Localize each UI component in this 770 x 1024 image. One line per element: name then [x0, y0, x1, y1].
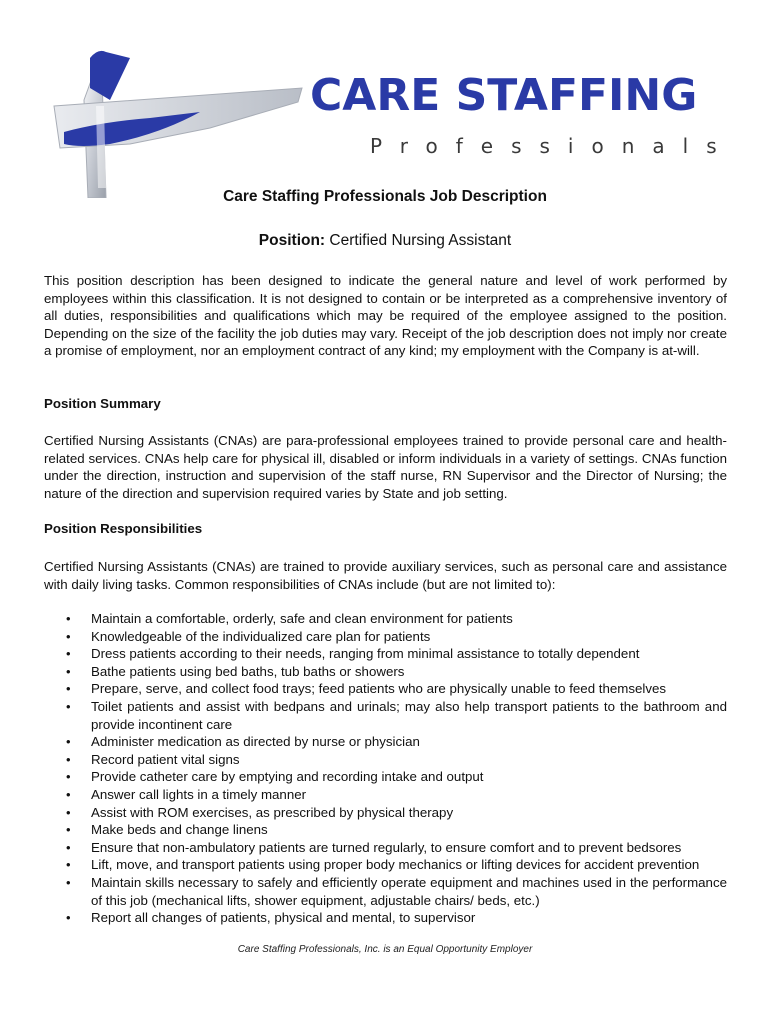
- position-value: Certified Nursing Assistant: [329, 232, 512, 249]
- bullet-icon: •: [66, 786, 71, 802]
- list-item: [44, 680, 727, 698]
- list-item: [44, 698, 727, 733]
- summary-paragraph: Certified Nursing Assistants (CNAs) are para-professional employees trained to provide personal care and health-related services. CNAs help care for physical ill, disabled or inform individuals in a variety of settings. CNAs function under the direction, instruction and supervision of the staff nurse, RN Supervisor and the Director of Nursing; the nature of the direction and supervision required varies by State and job setting.: [44, 433, 727, 501]
- list-item: [44, 733, 727, 751]
- bullet-icon: •: [66, 646, 71, 662]
- list-item-text: Administer medication as directed by nurse or physician: [91, 734, 420, 750]
- list-item: [44, 628, 727, 646]
- list-item: [44, 663, 727, 681]
- position-label: Position:: [258, 232, 326, 249]
- list-item: [44, 751, 727, 769]
- list-item: [44, 768, 727, 786]
- list-item-text: Make beds and change linens: [91, 822, 268, 838]
- bullet-icon: •: [66, 698, 71, 714]
- list-item: [44, 839, 727, 857]
- list-item-text: Assist with ROM exercises, as prescribed by physical therapy: [91, 804, 454, 820]
- bullet-icon: •: [66, 804, 71, 820]
- list-item: [44, 874, 727, 909]
- list-item-text: Toilet patients and assist with bedpans and urinals; may also help transport patients to the bathroom and provide incontinent care: [91, 698, 727, 732]
- summary-heading: Position Summary: [44, 396, 161, 411]
- list-item-text: Report all changes of patients, physical and mental, to supervisor: [91, 910, 476, 926]
- bullet-icon: •: [66, 751, 71, 767]
- position-line: [0, 232, 770, 250]
- list-item-text: Maintain a comfortable, orderly, safe and clean environment for patients: [91, 611, 513, 626]
- list-item-text: Dress patients according to their needs, ranging from minimal assistance to totally dependent: [91, 646, 640, 662]
- bullet-icon: •: [66, 663, 71, 679]
- brand-name: CARE STAFFING: [310, 70, 698, 121]
- responsibilities-list: [44, 610, 727, 927]
- list-item-text: Bathe patients using bed baths, tub baths or showers: [91, 663, 405, 679]
- bullet-icon: •: [66, 857, 71, 873]
- document-title: Care Staffing Professionals Job Description: [223, 188, 547, 205]
- list-item-text: Record patient vital signs: [91, 751, 240, 767]
- list-item: [44, 645, 727, 663]
- bullet-icon: •: [66, 874, 71, 890]
- list-item-text: Ensure that non-ambulatory patients are turned regularly, to ensure comfort and to prevent bedsores: [91, 839, 682, 855]
- list-item-text: Prepare, serve, and collect food trays; feed patients who are physically unable to feed themselves: [91, 681, 667, 697]
- bullet-icon: •: [66, 734, 71, 750]
- list-item: [44, 804, 727, 822]
- list-item-text: Lift, move, and transport patients using proper body mechanics or lifting devices for accident prevention: [91, 857, 700, 873]
- list-item: [44, 909, 727, 927]
- list-item-text: Answer call lights in a timely manner: [91, 786, 307, 802]
- company-logo: [40, 48, 735, 198]
- list-item-text: Provide catheter care by emptying and recording intake and output: [91, 769, 484, 785]
- list-item: [44, 856, 727, 874]
- bullet-icon: •: [66, 611, 71, 626]
- bullet-icon: •: [66, 628, 71, 644]
- list-item-text: Knowledgeable of the individualized care plan for patients: [91, 628, 431, 644]
- bullet-icon: •: [66, 839, 71, 855]
- intro-paragraph: This position description has been designed to indicate the general nature and level of work performed by employees within this classification. It is not designed to contain or be interpreted as a comprehensive inventory of all duties, responsibilities and qualifications which may be required of the employee assigned to the position. Depending on the size of the facility the job duties may vary. Receipt of the job description does not imply nor create a promise of employment, nor an employment contract of any kind; my employment with the Company is at-will.: [44, 273, 727, 359]
- responsibilities-heading: Position Responsibilities: [44, 521, 203, 536]
- bullet-icon: •: [66, 769, 71, 785]
- bullet-icon: •: [66, 822, 71, 838]
- responsibilities-intro: Certified Nursing Assistants (CNAs) are trained to provide auxiliary services, such as personal care and assistance with daily living tasks. Common responsibilities of CNAs include (but are not limited to):: [44, 559, 727, 592]
- brand-tagline: Professionals: [370, 134, 735, 158]
- list-item: [44, 610, 727, 628]
- bullet-icon: •: [66, 681, 71, 697]
- bullet-icon: •: [66, 910, 71, 926]
- medical-cross-logo-icon: [40, 48, 310, 198]
- footer-note: Care Staffing Professionals, Inc. is an Equal Opportunity Employer: [237, 944, 533, 955]
- list-item: [44, 821, 727, 839]
- list-item: [44, 786, 727, 804]
- list-item-text: Maintain skills necessary to safely and efficiently operate equipment and machines used in the performance of this job (mechanical lifts, shower equipment, adjustable chairs/ beds, etc.): [91, 874, 727, 908]
